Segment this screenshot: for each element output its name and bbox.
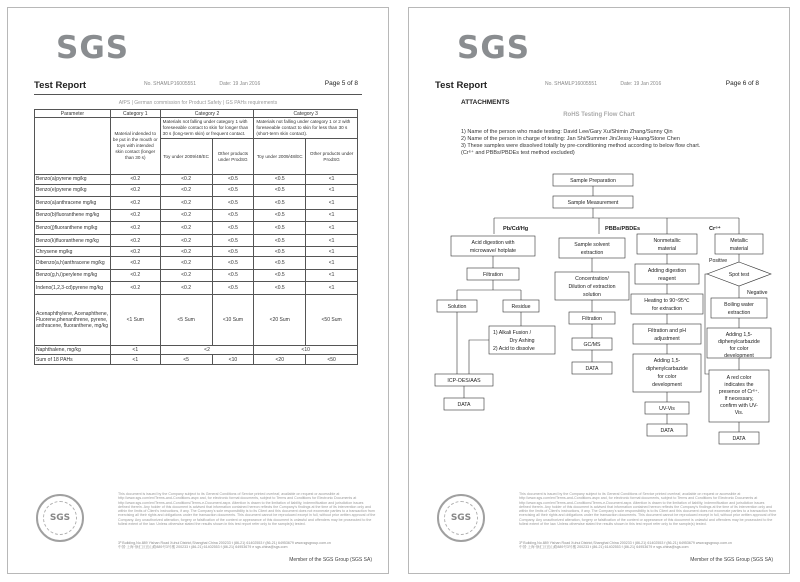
row-value: <0.5 [254, 282, 306, 295]
text-boil-1: Boiling water [724, 302, 754, 308]
text-nonmetallic-2: material [657, 246, 677, 252]
text-red-3: presence of Cr⁶⁺. [718, 389, 760, 395]
col-header-category-1: Category 1 [110, 110, 160, 118]
sum-value: <1 [110, 355, 160, 365]
row-param: Benzo(e)pyrene mg/kg [35, 184, 111, 197]
text-filtration-2: Filtration [582, 316, 602, 322]
row-value: <0.5 [212, 197, 254, 210]
text-filt-ph-1: Filtration and pH [647, 328, 687, 334]
row-value: <0.2 [110, 209, 160, 222]
text-red-1: A red color [726, 375, 752, 381]
naphthalene-param: Naphthalene, mg/kg [35, 345, 111, 355]
text-sample-measurement: Sample Measurement [567, 200, 619, 206]
sgs-seal-icon [36, 494, 84, 542]
text-data: DATA [732, 436, 746, 442]
category-3-description: Materials not falling under category 1 or 2 with foreseeable contact to skin for less than 30 s (short-term skin contact). [254, 118, 358, 139]
text-alkali-1: 1) Alkali Fusion / [493, 330, 532, 336]
text-metallic-2: material [729, 246, 749, 252]
seal-label: SGS [49, 513, 71, 523]
row-value: <0.2 [160, 269, 212, 282]
label-positive: Positive [709, 258, 728, 264]
row-value: <0.2 [110, 247, 160, 257]
row-value: <0.2 [160, 184, 212, 197]
note-line: 1) Name of the person who made testing: David Lee/Gary Xu/Shimin Zhang/Sunny Qin [461, 129, 673, 135]
row-value: <50 Sum [306, 294, 358, 345]
row-value: <0.5 [212, 222, 254, 235]
sum-value: <5 [160, 355, 212, 365]
branch-pbbs-pbdes: PBBs/PBDEs [605, 226, 641, 232]
row-value: <0.5 [254, 197, 306, 210]
subheader-other-cat2: Other products under ProdSG [212, 139, 254, 175]
subheader-toy-cat3: Toy under 2009/48/EC [254, 139, 306, 175]
row-value: <0.5 [254, 247, 306, 257]
row-param: Benzo(a)pyrene mg/kg [35, 175, 111, 185]
row-value: <0.5 [212, 209, 254, 222]
row-value: <0.2 [110, 222, 160, 235]
row-param: Dibenzo(a,h)anthracene mg/kg [35, 256, 111, 269]
row-value: <0.2 [110, 175, 160, 185]
attachments-heading: ATTACHMENTS [461, 99, 510, 106]
row-param: Benzo(j)fluoranthene mg/kg [35, 222, 111, 235]
text-boil-2: extraction [727, 310, 751, 316]
text-spot-test: Spot test [728, 272, 750, 278]
row-value: <0.5 [212, 247, 254, 257]
note-line: 3) These samples were dissolved totally by pre-conditioning method according to below flow chart. [461, 143, 701, 149]
naphthalene-cat1: <1 [110, 345, 160, 355]
text-add-2: diphenylcarbazide [646, 366, 688, 372]
sgs-logo: SGS [457, 30, 531, 66]
text-heating-2: for extraction [652, 306, 682, 312]
label-negative: Negative [747, 290, 768, 296]
report-number: No. SHAMLP16005551 [144, 81, 196, 87]
text-heating-1: Heating to 90~95℃ [644, 298, 690, 304]
row-value: <20 Sum [254, 294, 306, 345]
text-add-3: for color [729, 346, 749, 352]
branch-cr6: Cr⁶⁺ [709, 226, 721, 232]
text-digest-2: reagent [658, 276, 676, 282]
text-add-4: development [652, 382, 682, 388]
row-value: <0.5 [254, 175, 306, 185]
row-param: Benzo(g,h,i)perylene mg/kg [35, 269, 111, 282]
row-value: <5 Sum [160, 294, 212, 345]
row-value: <0.2 [110, 197, 160, 210]
table-caption: AfPS | German commission for Product Safety | GS PAHs requirements [118, 100, 278, 106]
row-value: <0.5 [212, 269, 254, 282]
row-value: <0.2 [110, 282, 160, 295]
subheader-other-cat3: Other products under ProdSG [306, 139, 358, 175]
row-value: <1 [306, 184, 358, 197]
subheader-toy-cat2: Toy under 2009/48/EC [160, 139, 212, 175]
row-value: <0.5 [212, 175, 254, 185]
text-solvent-1: Sample solvent [574, 242, 610, 248]
text-gcms: GC/MS [583, 342, 601, 348]
text-add-3: for color [657, 374, 677, 380]
row-value: <1 [306, 197, 358, 210]
text-alkali-3: 2) Acid to dissolve [493, 346, 535, 352]
row-value: <1 [306, 282, 358, 295]
naphthalene-cat2: <2 [160, 345, 254, 355]
text-icp-oes: ICP-OES/AAS [447, 378, 481, 384]
note-line: (Cr⁶⁺ and PBBs/PBDEs test method excluded) [461, 150, 575, 156]
text-data: DATA [585, 366, 599, 372]
flow-chart-title: RoHS Testing Flow Chart [563, 112, 635, 118]
text-filtration: Filtration [483, 272, 503, 278]
page-number: Page 5 of 8 [324, 80, 358, 87]
footer-address [519, 541, 777, 550]
text-conc-3: solution [583, 292, 601, 298]
col-header-category-2: Category 2 [160, 110, 254, 118]
text-solvent-2: extraction [580, 250, 604, 256]
row-value: <1 [306, 209, 358, 222]
branch-pb-cd-hg: Pb/Cd/Hg [503, 226, 529, 232]
col-header-category-3: Category 3 [254, 110, 358, 118]
text-data: DATA [457, 402, 471, 408]
row-value: <0.5 [212, 282, 254, 295]
row-value: <10 Sum [212, 294, 254, 345]
category-1-description: Material indended to be put in the mouth or toys with intended skin contact (longer than 30 s) [110, 118, 160, 175]
footer-member: Member of the SGS Group (SGS SA) [690, 557, 773, 563]
text-conc-2: Dilution of extraction [568, 284, 616, 290]
report-date: Date: 19 Jan 2016 [620, 81, 662, 87]
row-value: <0.5 [212, 234, 254, 247]
text-sample-preparation: Sample Preparation [570, 178, 616, 184]
report-title: Test Report [34, 80, 87, 91]
footer-address-cn: 中国·上海·徐汇区宜山路889号3号楼 200233 t (86-21) 61402553 f (86-21) 64953679 e sgs.china@sgs.com [118, 545, 288, 550]
naphthalene-cat3: <10 [254, 345, 358, 355]
row-value: <0.2 [160, 256, 212, 269]
page-number: Page 6 of 8 [725, 80, 759, 87]
text-add-2: diphenylcarbazide [718, 339, 760, 345]
text-alkali-2: Dry Ashing [509, 338, 535, 344]
row-value: <1 Sum [110, 294, 160, 345]
report-meta [545, 81, 683, 87]
row-value: <1 [306, 222, 358, 235]
row-value: <0.5 [254, 269, 306, 282]
row-value: <0.5 [254, 234, 306, 247]
footer-address [118, 541, 376, 550]
report-number: No. SHAMLP16005551 [545, 81, 597, 87]
row-value: <0.2 [110, 269, 160, 282]
row-value: <1 [306, 247, 358, 257]
text-red-6: Vis. [734, 410, 744, 416]
footer-address-cn: 中国·上海·徐汇区宜山路889号3号楼 200233 t (86-21) 61402553 f (86-21) 64953679 e sgs.china@sgs.com [519, 545, 689, 550]
row-value: <0.2 [110, 184, 160, 197]
row-value: <0.5 [212, 256, 254, 269]
text-data: DATA [660, 428, 674, 434]
sum-param: Sum of 18 PAHs [35, 355, 111, 365]
row-value: <0.2 [160, 197, 212, 210]
test-notes [461, 129, 759, 157]
row-value: <0.2 [160, 234, 212, 247]
category-2-description: Materials not falling under category 1 with foreseeable contact to skin for longer than 30 s (long-term skin) or frequent contact. [160, 118, 254, 139]
report-page-5 [7, 7, 389, 574]
sum-value: <10 [212, 355, 254, 365]
pah-requirements-table [34, 109, 358, 365]
row-value: <1 [306, 175, 358, 185]
row-value: <0.5 [254, 209, 306, 222]
row-value: <0.5 [254, 256, 306, 269]
row-value: <0.2 [110, 256, 160, 269]
connector [469, 340, 489, 374]
text-add-1: Adding 1,5- [725, 332, 753, 338]
text-nonmetallic-1: Nonmetallic [653, 238, 681, 244]
row-value: <0.2 [160, 175, 212, 185]
row-value: <0.5 [254, 222, 306, 235]
col-header-parameter: Parameter [35, 110, 111, 118]
text-uv-vis: UV-Vis [659, 406, 675, 412]
row-value: <1 [306, 256, 358, 269]
footer-member: Member of the SGS Group (SGS SA) [289, 557, 372, 563]
row-param: Benzo(k)fluoranthene mg/kg [35, 234, 111, 247]
connector [705, 274, 709, 374]
row-value: <0.2 [110, 234, 160, 247]
text-red-4: If necessary, [724, 396, 754, 402]
sgs-seal-icon [437, 494, 485, 542]
note-line: 2) Name of the person in charge of testing: Jan Shi/Summer Jin/Jessy Huang/Stone Chen [461, 136, 680, 142]
report-page-6 [408, 7, 790, 574]
sum-value: <50 [306, 355, 358, 365]
text-residue: Residue [511, 304, 531, 310]
row-param: Acenaphthylene, Acenaphthene, Fluorene,phenanthrene, pyrene, anthracene, fluoranthene, mg/kg [35, 294, 111, 345]
row-param: Benzo(b)fluoranthene mg/kg [35, 209, 111, 222]
sum-value: <20 [254, 355, 306, 365]
row-value: <1 [306, 234, 358, 247]
report-date: Date: 19 Jan 2016 [219, 81, 261, 87]
text-metallic-1: Metallic [730, 238, 748, 244]
seal-label: SGS [450, 513, 472, 523]
report-meta [144, 81, 282, 87]
text-digest-1: Adding digestion [647, 268, 687, 274]
row-param: Indeno(1,2,3-cd)pyrene mg/kg [35, 282, 111, 295]
row-value: <0.5 [212, 184, 254, 197]
text-acid-digestion-1: Acid digestion with [471, 240, 515, 246]
report-title: Test Report [435, 80, 488, 91]
footer-disclaimer: This document is issued by the Company subject to its General Conditions of Service printed overleaf, available on request or accessible at http://www.sgs.com/en/Terms-and-Conditions.aspx and, for electronic format documents, subject to Terms and Conditions for Electronic Documents at http://www.sgs.com/en/Terms-and-Conditions/Terms-e-Document.aspx. Attention is drawn to the limitation of liability, indemnification and jurisdiction issues defined therein. Any holder of this document is advised that information contained hereon reflects the Company's findings at the time of its intervention only and within the limits of Client's instructions, if any. The Company's sole responsibility is to its Client and this document does not exonerate parties to a transaction from exercising all their rights and obligations under the transaction documents. This document cannot be reproduced except in full, without prior written approval of the Company. Any unauthorized alteration, forgery or falsification of the content or appearance of this document is unlawful and offenders may be prosecuted to the fullest extent of the law. Unless otherwise stated the results shown in this test report refer only to the sample(s) tested. [519, 492, 777, 527]
footer-address-en: 3º Building,No.889 Yishan Road Xuhui District,Shanghai China 200233 t (86-21) 61402553 f (86-21) 64953679 www.sgsgroup.com.cn [519, 541, 732, 545]
row-value: <0.5 [254, 184, 306, 197]
row-param: Chrysene mg/kg [35, 247, 111, 257]
row-value: <1 [306, 269, 358, 282]
text-add-4: development [724, 353, 754, 359]
text-acid-digestion-2: microwave/ hotplate [469, 248, 517, 254]
text-red-5: confirm with UV- [720, 403, 758, 409]
rohs-flow-chart [409, 168, 790, 478]
row-value: <0.2 [160, 282, 212, 295]
footer-address-en: 3º Building,No.889 Yishan Road Xuhui District,Shanghai China 200233 t (86-21) 61402553 f (86-21) 64953679 www.sgsgroup.com.cn [118, 541, 331, 545]
row-value: <0.2 [160, 222, 212, 235]
row-param: Benzo(a)anthracene mg/kg [35, 197, 111, 210]
footer-disclaimer: This document is issued by the Company subject to its General Conditions of Service printed overleaf, available on request or accessible at http://www.sgs.com/en/Terms-and-Conditions.aspx and, for electronic format documents, subject to Terms and Conditions for Electronic Documents at http://www.sgs.com/en/Terms-and-Conditions/Terms-e-Document.aspx. Attention is drawn to the limitation of liability, indemnification and jurisdiction issues defined therein. Any holder of this document is advised that information contained hereon reflects the Company's findings at the time of its intervention only and within the limits of Client's instructions, if any. The Company's sole responsibility is to its Client and this document does not exonerate parties to a transaction from exercising all their rights and obligations under the transaction documents. This document cannot be reproduced except in full, without prior written approval of the Company. Any unauthorized alteration, forgery or falsification of the content or appearance of this document is unlawful and offenders may be prosecuted to the fullest extent of the law. Unless otherwise stated the results shown in this test report refer only to the sample(s) tested. [118, 492, 376, 527]
text-filt-ph-2: adjustment [654, 336, 680, 342]
text-red-2: indicates the [724, 382, 754, 388]
text-conc-1: Concentration/ [575, 276, 609, 282]
text-solution: Solution [447, 304, 467, 310]
row-value: <0.2 [160, 209, 212, 222]
text-add-1: Adding 1,5- [653, 358, 681, 364]
header-divider [34, 94, 362, 95]
row-value: <0.2 [160, 247, 212, 257]
sgs-logo: SGS [56, 30, 130, 66]
parameter-spacer [35, 118, 111, 175]
